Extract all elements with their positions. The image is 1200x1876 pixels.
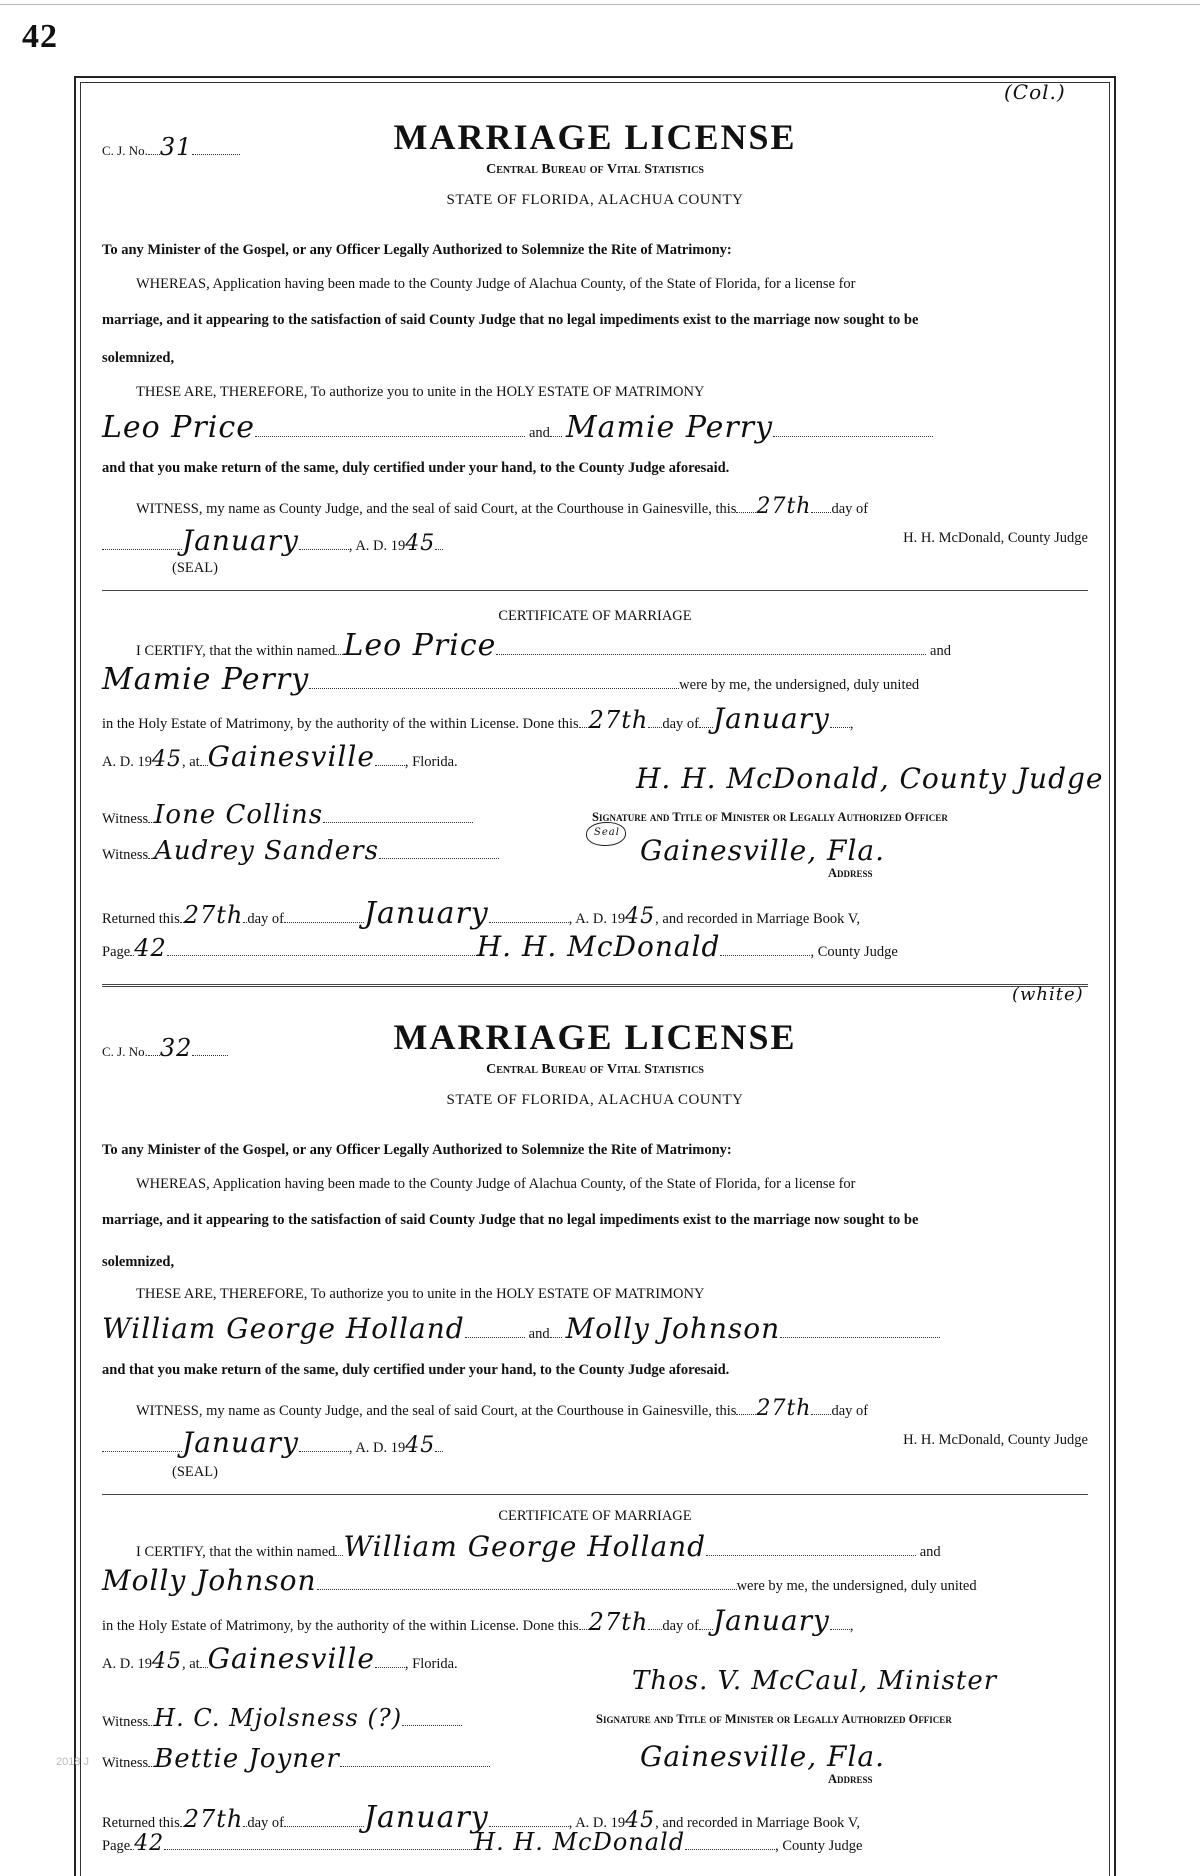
section-divider xyxy=(102,590,1088,591)
record-page: 42 xyxy=(134,1831,165,1856)
address-line: To any Minister of the Gospel, or any Officer Legally Authorized to Solemnize the Rite of Matrimony: xyxy=(102,242,732,258)
recorder-signature: H. H. McDonald xyxy=(476,930,721,963)
top-edge-rule xyxy=(0,4,1200,5)
witness-2-name: Audrey Sanders xyxy=(154,836,379,866)
and-label: and xyxy=(528,1326,550,1342)
cj-number: 32 xyxy=(159,1034,193,1062)
address-caption: Address xyxy=(828,1772,873,1786)
seal-doodle-text: Seal xyxy=(594,827,620,838)
whereas-line-1: WHEREAS, Application having been made to the County Judge of Alachua County, of the State of Florida, for a license for xyxy=(136,276,856,292)
officer-address: Gainesville, Fla. xyxy=(640,834,886,867)
whereas-line-3: solemnized, xyxy=(102,1254,175,1270)
record-separator xyxy=(102,984,1088,987)
section-divider xyxy=(102,1494,1088,1495)
officer-signature: Thos. V. McCaul, Minister xyxy=(632,1666,998,1696)
license-month: January xyxy=(182,524,299,557)
record-page: 42 xyxy=(134,934,167,962)
bride-name: Molly Johnson xyxy=(565,1312,781,1345)
bride-united-line: Molly Johnson were by me, the undersigned, duly united xyxy=(102,1564,977,1597)
bureau-name: Central Bureau of Vital Statistics xyxy=(486,1062,704,1077)
corner-note: (Col.) xyxy=(1004,80,1066,104)
witness-2-line: Witness Audrey Sanders xyxy=(102,836,499,866)
license-day: 27th xyxy=(756,494,812,519)
watermark: 2018 J xyxy=(56,1756,90,1768)
corner-note: (white) xyxy=(1012,984,1084,1005)
certify-line: I CERTIFY, that the within named Leo Price and xyxy=(136,628,951,663)
license-date-line: January , A. D. 1945 xyxy=(102,524,443,557)
certify-line: I CERTIFY, that the within named William George Holland and xyxy=(136,1530,941,1563)
state-county: STATE OF FLORIDA, ALACHUA COUNTY xyxy=(446,1092,744,1108)
returned-month: January xyxy=(364,1800,489,1835)
judge-printed-name: H. H. McDonald, County Judge xyxy=(903,1432,1088,1448)
officer-address: Gainesville, Fla. xyxy=(640,1740,886,1773)
officer-caption: Signature and Title of Minister or Legally Authorized Officer xyxy=(592,810,948,824)
certificate-title: CERTIFICATE OF MARRIAGE xyxy=(498,1508,692,1524)
done-day: 27th xyxy=(588,706,649,734)
seal-label: (SEAL) xyxy=(172,560,218,576)
returned-line: Returned this 27th day of January , A. D. 1945, and recorded in Marriage Book V, xyxy=(102,896,860,931)
groom-name: William George Holland xyxy=(102,1312,465,1345)
witness-2-name: Bettie Joyner xyxy=(154,1744,340,1774)
license-year: 45 xyxy=(405,1433,436,1458)
cert-groom-name: Leo Price xyxy=(343,628,497,663)
witness-1-name: H. C. Mjolsness (?) xyxy=(154,1704,403,1732)
state-county: STATE OF FLORIDA, ALACHUA COUNTY xyxy=(446,192,744,208)
license-day: 27th xyxy=(756,1396,812,1421)
whereas-line-2: marriage, and it appearing to the satisfaction of said County Judge that no legal impediments exist to the marriage now sought to be xyxy=(102,1212,919,1228)
address-caption: Address xyxy=(828,866,873,880)
bride-name: Mamie Perry xyxy=(565,410,774,445)
page-line: Page 42 H. H. McDonald , County Judge xyxy=(102,1828,863,1856)
license-title: MARRIAGE LICENSE xyxy=(393,117,797,157)
these-are-line: THESE ARE, THEREFORE, To authorize you to unite in the HOLY ESTATE OF MATRIMONY xyxy=(136,1286,705,1302)
cj-label: C. J. No. xyxy=(102,143,148,158)
place-name: Gainesville xyxy=(207,740,375,773)
done-day: 27th xyxy=(588,1608,649,1636)
address-line: To any Minister of the Gospel, or any Officer Legally Authorized to Solemnize the Rite of Matrimony: xyxy=(102,1142,732,1158)
parties-line xyxy=(102,1312,1082,1345)
cj-label: C. J. No. xyxy=(102,1044,148,1059)
license-title: MARRIAGE LICENSE xyxy=(393,1017,797,1057)
returned-day: 27th xyxy=(183,1805,244,1833)
done-year: 45 xyxy=(151,747,182,772)
returned-day: 27th xyxy=(183,901,244,929)
done-month: January xyxy=(712,702,830,735)
certificate-title: CERTIFICATE OF MARRIAGE xyxy=(498,608,692,624)
these-are-line: THESE ARE, THEREFORE, To authorize you to unite in the HOLY ESTATE OF MATRIMONY xyxy=(136,384,705,400)
license-month: January xyxy=(182,1426,299,1459)
done-line: in the Holy Estate of Matrimony, by the authority of the within License. Done this 27th day of January , xyxy=(102,1604,854,1637)
license-year: 45 xyxy=(405,531,436,556)
whereas-line-1: WHEREAS, Application having been made to the County Judge of Alachua County, of the State of Florida, for a license for xyxy=(136,1176,856,1192)
place-line: A. D. 1945, at Gainesville , Florida. xyxy=(102,740,458,773)
officer-signature: H. H. McDonald, County Judge xyxy=(636,762,1104,795)
page-line: Page 42 H. H. McDonald , County Judge xyxy=(102,930,898,963)
witness-line: WITNESS, my name as County Judge, and the seal of said Court, at the Courthouse in Gainesville, this 27th day of xyxy=(136,494,869,519)
returned-line: Returned this 27th day of January , A. D. 1945, and recorded in Marriage Book V, xyxy=(102,1800,860,1835)
cj-number: 31 xyxy=(159,133,193,161)
place-name: Gainesville xyxy=(207,1642,375,1675)
recorder-signature: H. H. McDonald xyxy=(474,1828,686,1856)
done-line: in the Holy Estate of Matrimony, by the authority of the within License. Done this 27th day of January , xyxy=(102,702,854,735)
returned-month: January xyxy=(364,896,489,931)
and-label: and xyxy=(528,425,550,441)
cert-bride-name: Molly Johnson xyxy=(102,1564,317,1597)
witness-1-line: Witness H. C. Mjolsness (?) xyxy=(102,1704,462,1732)
whereas-line-3: solemnized, xyxy=(102,350,175,366)
officer-caption: Signature and Title of Minister or Legally Authorized Officer xyxy=(596,1712,952,1726)
witness-line: WITNESS, my name as County Judge, and the seal of said Court, at the Courthouse in Gainesville, this 27th day of xyxy=(136,1396,869,1421)
witness-2-line: Witness Bettie Joyner xyxy=(102,1744,490,1774)
witness-1-line: Witness Ione Collins xyxy=(102,800,473,830)
done-month: January xyxy=(712,1604,830,1637)
witness-1-name: Ione Collins xyxy=(154,800,324,830)
returned-year: 45 xyxy=(625,1808,656,1833)
place-line: A. D. 1945, at Gainesville , Florida. xyxy=(102,1642,458,1675)
cert-groom-name: William George Holland xyxy=(343,1530,707,1563)
whereas-line-2: marriage, and it appearing to the satisfaction of said County Judge that no legal impediments exist to the marriage now sought to be xyxy=(102,312,919,328)
parties-line xyxy=(102,410,1082,445)
seal-label: (SEAL) xyxy=(172,1464,218,1480)
license-date-line: January , A. D. 1945 xyxy=(102,1426,443,1459)
judge-printed-name: H. H. McDonald, County Judge xyxy=(903,530,1088,546)
cert-bride-name: Mamie Perry xyxy=(102,662,310,697)
page-number: 42 xyxy=(22,18,58,55)
return-line: and that you make return of the same, duly certified under your hand, to the County Judge aforesaid. xyxy=(102,460,730,476)
groom-name: Leo Price xyxy=(102,410,255,445)
returned-year: 45 xyxy=(625,904,656,929)
bride-united-line: Mamie Perry were by me, the undersigned, duly united xyxy=(102,662,920,697)
return-line: and that you make return of the same, duly certified under your hand, to the County Judge aforesaid. xyxy=(102,1362,730,1378)
bureau-name: Central Bureau of Vital Statistics xyxy=(486,162,704,177)
done-year: 45 xyxy=(151,1649,182,1674)
